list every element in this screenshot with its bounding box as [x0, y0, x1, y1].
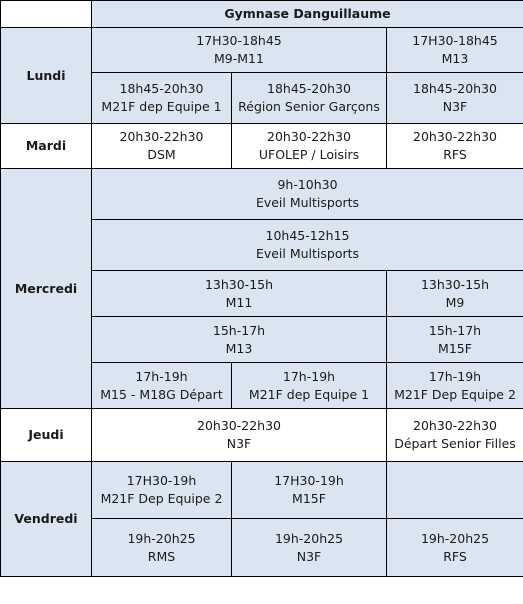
slot-group: M21F dep Equipe 1: [248, 386, 370, 402]
slot-group: RFS: [443, 548, 467, 564]
day-vendredi: Vendredi: [1, 462, 92, 577]
slot-group: M15F: [292, 491, 326, 506]
slot-group: RMS: [147, 548, 176, 564]
slot-time: 17H30-19h: [274, 473, 344, 488]
slot-group: M13: [441, 51, 469, 66]
slot-cell: [92, 73, 232, 124]
slot-time: 15h-17h: [212, 322, 266, 338]
slot-cell: [387, 317, 523, 363]
slot-group: M15 - M18G Départ: [100, 386, 223, 402]
slot-group: N3F: [296, 548, 322, 564]
day-lundi: Lundi: [1, 28, 92, 124]
slot-group: M9-M11: [214, 51, 264, 66]
slot-time: 17H30-18h45: [412, 33, 498, 48]
slot-cell: [232, 363, 387, 409]
corner-cell: [1, 1, 92, 28]
day-mercredi: Mercredi: [1, 169, 92, 409]
mardi-row-1: [1, 124, 523, 169]
slot-time: 19h-20h25: [420, 530, 490, 546]
header-row: [1, 1, 523, 28]
slot-cell-empty: [387, 462, 523, 519]
vendredi-row-1: [1, 462, 523, 519]
slot-group: M21F dep Equipe 1: [101, 99, 222, 114]
slot-cell: [92, 317, 387, 363]
table-title: Gymnase Danguillaume: [92, 1, 523, 28]
slot-cell: [92, 28, 387, 73]
slot-cell: [232, 519, 387, 577]
slot-group: M9: [445, 294, 465, 310]
slot-time: 20h30-22h30: [267, 129, 351, 144]
slot-cell: [232, 124, 387, 169]
slot-cell: [92, 124, 232, 169]
slot-cell: [92, 169, 523, 220]
slot-cell: [92, 271, 387, 317]
slot-cell: [387, 73, 523, 124]
slot-group: Région Senior Garçons: [238, 99, 380, 114]
slot-time: 9h-10h30: [277, 177, 338, 192]
slot-time: 17H30-19h: [126, 473, 197, 488]
day-mardi: Mardi: [1, 124, 92, 169]
slot-time: 18h45-20h30: [267, 81, 351, 96]
slot-group: M21F Dep Equipe 2: [394, 386, 516, 402]
slot-time: 18h45-20h30: [413, 81, 497, 96]
slot-time: 19h-20h25: [274, 530, 344, 546]
slot-group: Eveil Multisports: [255, 195, 360, 210]
slot-cell: [387, 124, 523, 169]
slot-cell: [387, 271, 523, 317]
slot-cell: [387, 28, 523, 73]
slot-cell: [387, 409, 523, 462]
slot-cell: [92, 462, 232, 519]
slot-group: UFOLEP / Loisirs: [258, 147, 360, 162]
slot-cell: [232, 462, 387, 519]
slot-time: 20h30-22h30: [413, 129, 497, 144]
slot-group: M21F Dep Equipe 2: [100, 491, 223, 506]
slot-group: M13: [225, 340, 253, 356]
slot-time: 17H30-18h45: [196, 33, 282, 48]
slot-time: 17h-19h: [135, 368, 188, 384]
slot-time: 10h45-12h15: [265, 228, 350, 243]
slot-cell: [387, 363, 523, 409]
slot-group: DSM: [147, 147, 176, 162]
slot-time: 13h30-15h: [420, 276, 490, 292]
slot-cell: [92, 519, 232, 577]
slot-time: 17h-19h: [282, 368, 336, 384]
slot-group: RFS: [443, 147, 467, 162]
slot-time: 18h45-20h30: [119, 81, 204, 96]
mercredi-row-1: [1, 169, 523, 220]
slot-group: N3F: [226, 436, 252, 451]
jeudi-row-1: [1, 409, 523, 462]
slot-cell: [92, 409, 387, 462]
slot-time: 13h30-15h: [204, 276, 274, 292]
slot-group: N3F: [442, 99, 468, 114]
slot-time: 15h-17h: [428, 322, 482, 338]
slot-cell: [92, 220, 523, 271]
lundi-row-1: [1, 28, 523, 73]
slot-cell: [232, 73, 387, 124]
day-jeudi: Jeudi: [1, 409, 92, 462]
slot-time: 20h30-22h30: [197, 418, 281, 433]
slot-time: 20h30-22h30: [119, 129, 204, 144]
slot-cell: [92, 363, 232, 409]
slot-time: 19h-20h25: [127, 530, 196, 546]
slot-group: Eveil Multisports: [255, 246, 360, 261]
slot-time: 17h-19h: [428, 368, 482, 384]
slot-group: M11: [225, 294, 253, 310]
slot-group: Départ Senior Filles: [394, 436, 516, 451]
slot-group: M15F: [438, 340, 472, 356]
slot-time: 20h30-22h30: [413, 418, 497, 433]
slot-cell: [387, 519, 523, 577]
